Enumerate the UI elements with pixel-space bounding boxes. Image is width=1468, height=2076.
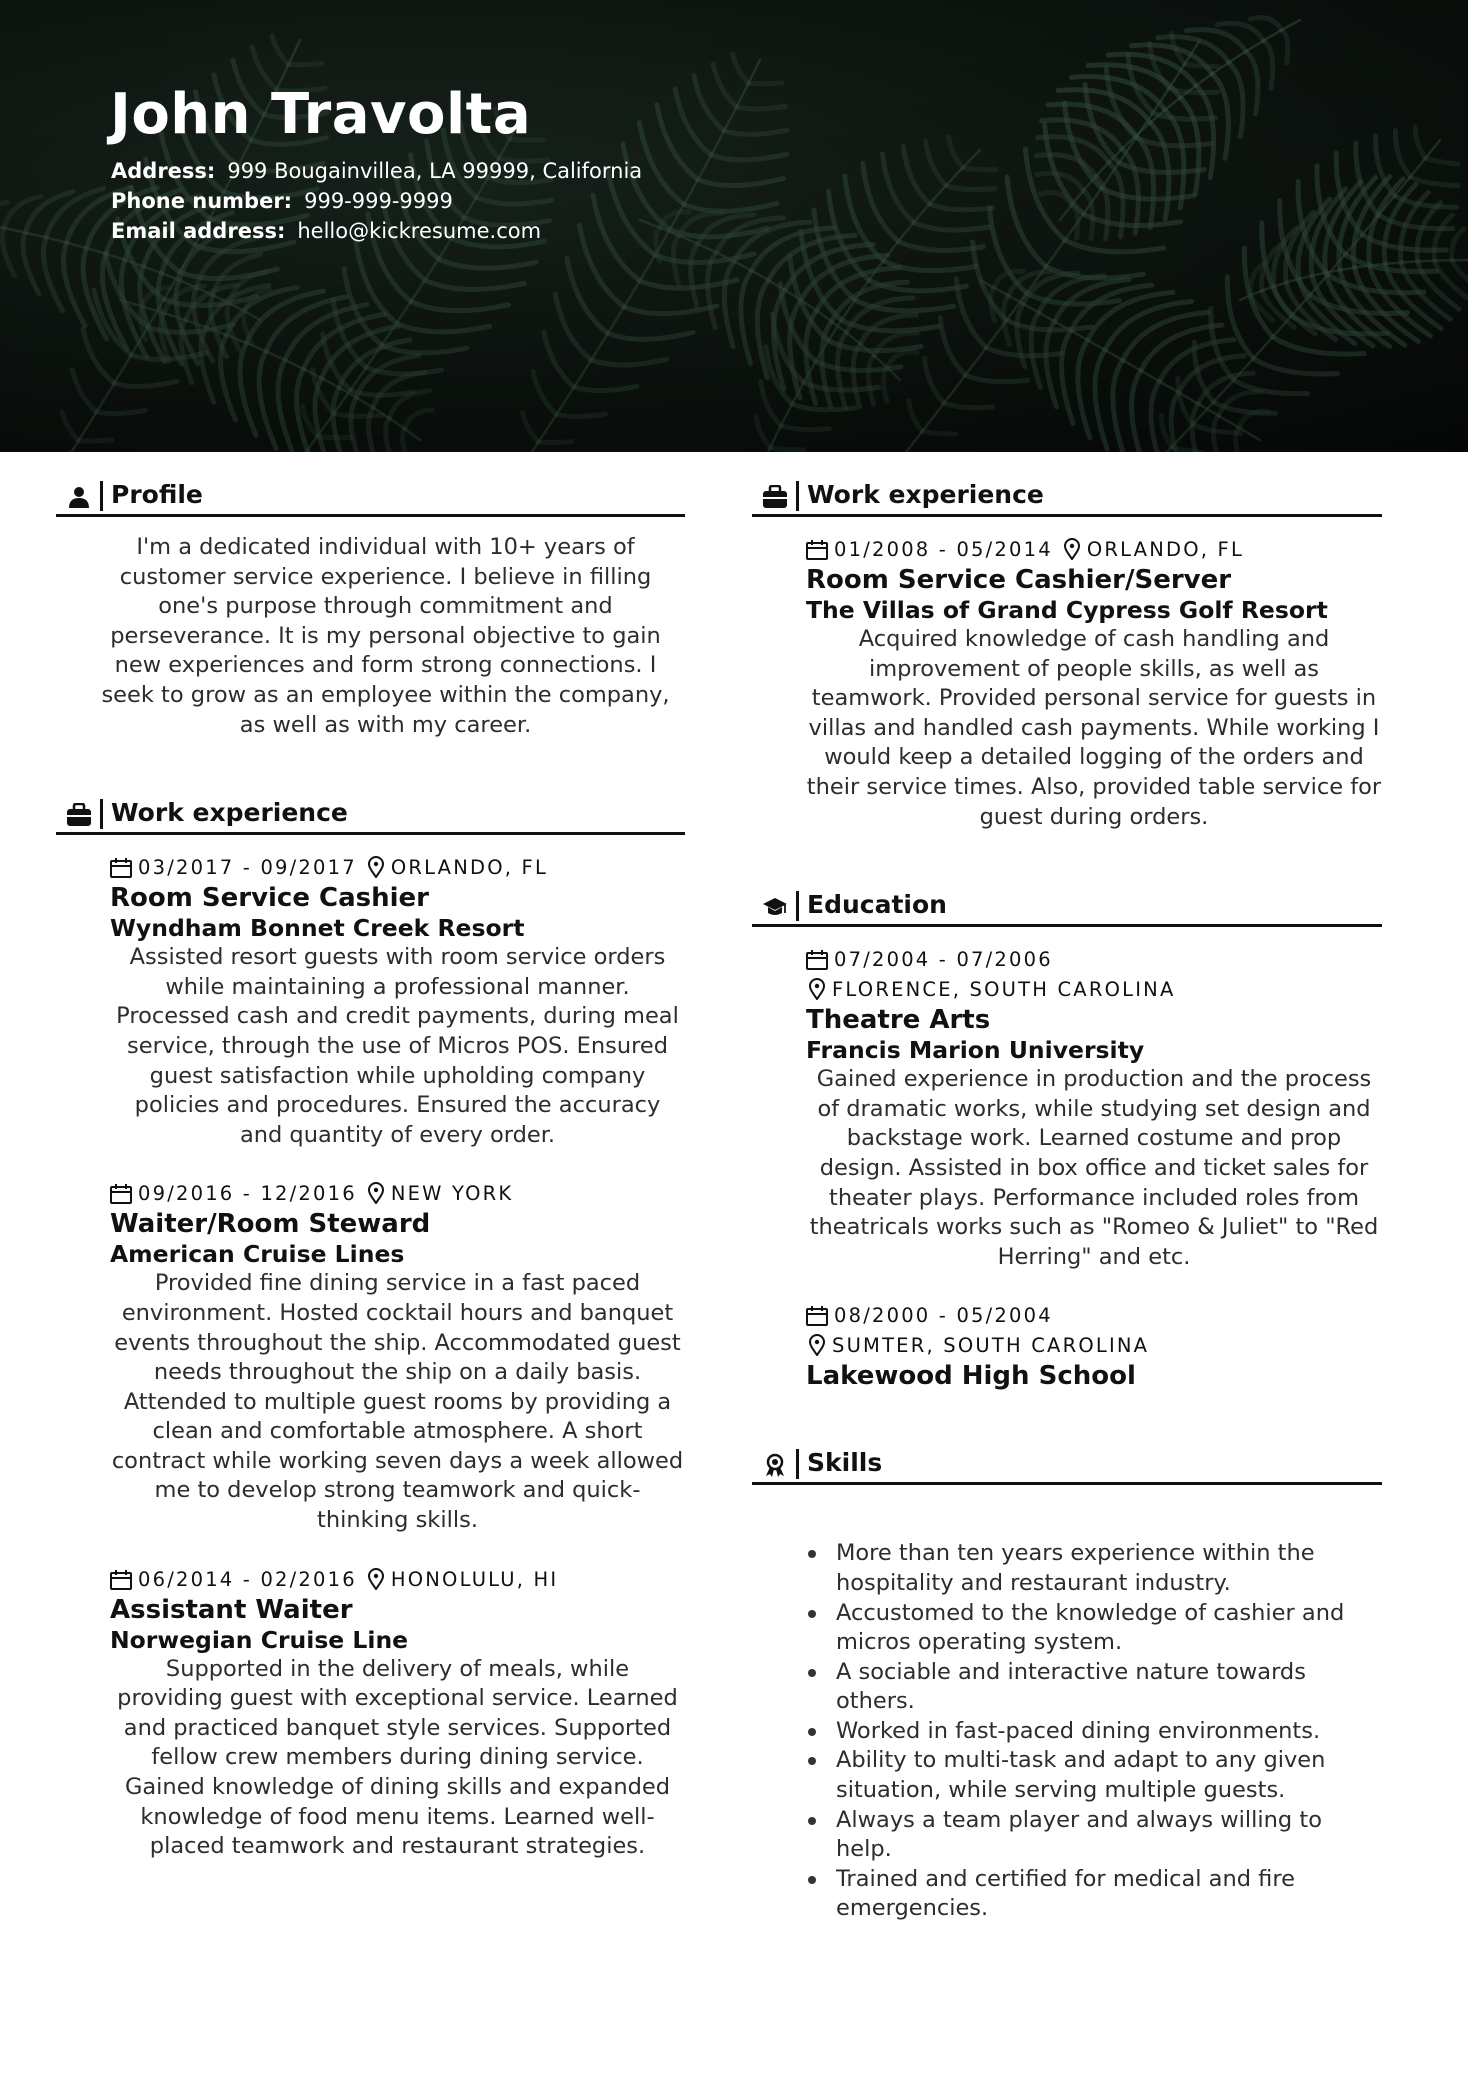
entry-dates: 09/2016 - 12/2016 — [138, 1182, 357, 1206]
graduation-cap-icon — [762, 895, 788, 919]
calendar-icon — [806, 1306, 828, 1326]
skills-list — [752, 1539, 1382, 1924]
education-description: Gained experience in production and the process of dramatic works, while studying set design and backstage work. Learned costume and prop design. Assisted in box office and ticket sales for theater plays. Performance included roles from theatricals works such as "Romeo & Juliet" to "Red Herring" and etc. — [809, 1066, 1379, 1270]
section-divider-bar — [796, 891, 799, 921]
section-title-skills: Skills — [807, 1448, 883, 1478]
entry-location: ORLANDO, FL — [390, 856, 549, 880]
map-pin-icon — [367, 1182, 385, 1204]
entry-location: SUMTER, SOUTH CAROLINA — [832, 1334, 1150, 1358]
entry-dates: 06/2014 - 02/2016 — [138, 1567, 357, 1591]
degree-title: Theatre Arts — [806, 1005, 991, 1036]
map-pin-icon — [1063, 538, 1081, 560]
work-entry — [752, 535, 1382, 832]
employer-name: Wyndham Bonnet Creek Resort — [110, 914, 525, 943]
email-value[interactable]: hello@kickresume.com — [297, 219, 542, 243]
section-title-work: Work experience — [807, 480, 1044, 509]
skill-item: Trained and certified for medical and fire emergencies. — [804, 1865, 1382, 1924]
education-entry — [752, 1301, 1382, 1392]
job-title: Room Service Cashier/Server — [806, 565, 1232, 595]
entry-dates-row — [806, 1301, 1382, 1331]
candidate-name: John Travolta — [110, 82, 532, 147]
contact-email — [111, 216, 642, 246]
map-pin-icon — [367, 1568, 385, 1590]
entry-meta — [110, 1179, 685, 1209]
entry-meta — [806, 535, 1382, 565]
profile-summary: I'm a dedicated individual with 10+ years of customer service experience. I believe in filling one's purpose through commitment and perseverance. It is my personal objective to gain new experiences and form strong connections. I seek to grow as an employee within the company, as well as with my career. — [101, 534, 670, 738]
entry-dates: 07/2004 - 07/2006 — [834, 948, 1053, 972]
award-ribbon-icon — [762, 1453, 788, 1477]
section-title-education: Education — [807, 890, 947, 920]
contact-address — [111, 156, 642, 186]
job-title: Room Service Cashier — [110, 883, 430, 914]
contact-info — [111, 156, 642, 246]
work-entry — [56, 1179, 685, 1535]
school-name: Lakewood High School — [806, 1361, 1136, 1392]
entry-meta — [110, 853, 685, 883]
address-label: Address: — [111, 159, 216, 183]
profile-section-header — [56, 478, 685, 517]
entry-dates: 01/2008 - 05/2014 — [834, 538, 1053, 561]
work-entry — [56, 853, 685, 1150]
skill-item: A sociable and interactive nature towards others. — [804, 1658, 1382, 1717]
section-title-profile: Profile — [111, 480, 203, 509]
education-entry — [752, 945, 1382, 1272]
phone-label: Phone number: — [111, 189, 293, 213]
entry-location: FLORENCE, SOUTH CAROLINA — [832, 978, 1176, 1002]
entry-dates: 03/2017 - 09/2017 — [138, 856, 357, 880]
job-description: Assisted resort guests with room service orders while maintaining a professional manner. Processed cash and credit payments, during meal service, through the use of Micros POS. Ensured guest satisfaction while upholding company policies and procedures. Ensured the accuracy and quantity of every order. — [116, 944, 679, 1148]
briefcase-icon — [66, 803, 92, 827]
skill-item: Worked in fast-paced dining environments. — [804, 1717, 1382, 1747]
calendar-icon — [110, 858, 132, 878]
calendar-icon — [110, 1184, 132, 1204]
map-pin-icon — [808, 978, 826, 1000]
skill-item: Always a team player and always willing to help. — [804, 1806, 1382, 1865]
entry-dates-row — [806, 945, 1382, 975]
entry-location: HONOLULU, HI — [390, 1567, 559, 1591]
employer-name: American Cruise Lines — [110, 1240, 405, 1269]
briefcase-icon — [762, 485, 788, 509]
entry-location: NEW YORK — [390, 1182, 514, 1206]
calendar-icon — [806, 950, 828, 970]
entry-location-row — [806, 975, 1382, 1005]
employer-name: Norwegian Cruise Line — [110, 1625, 409, 1654]
job-description: Supported in the delivery of meals, while providing guest with exceptional service. Learned and practiced banquet style services. Supported fellow crew members during dining service. Gained knowledge of dining skills and expanded knowledge of food menu items. Learned well-placed teamwork and restaurant strategies. — [117, 1655, 678, 1860]
skills-section-header — [752, 1446, 1382, 1485]
entry-location: ORLANDO, FL — [1086, 538, 1245, 561]
calendar-icon — [110, 1570, 132, 1590]
entry-dates: 08/2000 - 05/2004 — [834, 1304, 1053, 1328]
calendar-icon — [806, 540, 828, 560]
phone-value: 999-999-9999 — [304, 189, 453, 213]
skill-item: More than ten years experience within the hospitality and restaurant industry. — [804, 1539, 1382, 1598]
section-title-work: Work experience — [111, 798, 348, 828]
right-column — [752, 478, 1382, 1924]
work-entry — [56, 1565, 685, 1862]
work-section-header — [56, 796, 685, 835]
address-value: 999 Bougainvillea, LA 99999, California — [227, 159, 643, 183]
entry-meta — [110, 1565, 685, 1595]
map-pin-icon — [367, 856, 385, 878]
email-label: Email address: — [111, 219, 286, 243]
contact-phone — [111, 186, 642, 216]
header-banner — [0, 0, 1468, 452]
section-divider-bar — [796, 481, 799, 511]
map-pin-icon — [808, 1334, 826, 1356]
job-description: Provided fine dining service in a fast paced environment. Hosted cocktail hours and banquet events throughout the ship. Accommodated guest needs throughout the ship on a daily basis. Attended to multiple guest rooms by providing a clean and comfortable atmosphere. A short contract while working seven days a week allowed me to develop strong teamwork and quick-thinking skills. — [111, 1270, 684, 1534]
person-icon — [66, 485, 92, 509]
employer-name: The Villas of Grand Cypress Golf Resort — [806, 596, 1328, 624]
section-divider-bar — [100, 481, 103, 511]
job-description: Acquired knowledge of cash handling and improvement of people skills, as well as teamwork. Provided personal service for guests in villas and handled cash payments. While working I would keep a detailed logging of the orders and their service times. Also, provided table service for guest during orders. — [806, 626, 1382, 830]
section-divider-bar — [796, 1449, 799, 1479]
skill-item: Ability to multi-task and adapt to any given situation, while serving multiple guests. — [804, 1746, 1382, 1805]
left-column — [56, 478, 685, 1862]
work-section-header — [752, 478, 1382, 517]
entry-location-row — [806, 1331, 1382, 1361]
skill-item: Accustomed to the knowledge of cashier and micros operating system. — [804, 1599, 1382, 1658]
job-title: Assistant Waiter — [110, 1594, 353, 1625]
education-section-header — [752, 888, 1382, 927]
job-title: Waiter/Room Steward — [110, 1209, 431, 1240]
section-divider-bar — [100, 799, 103, 829]
school-name: Francis Marion University — [806, 1036, 1145, 1065]
